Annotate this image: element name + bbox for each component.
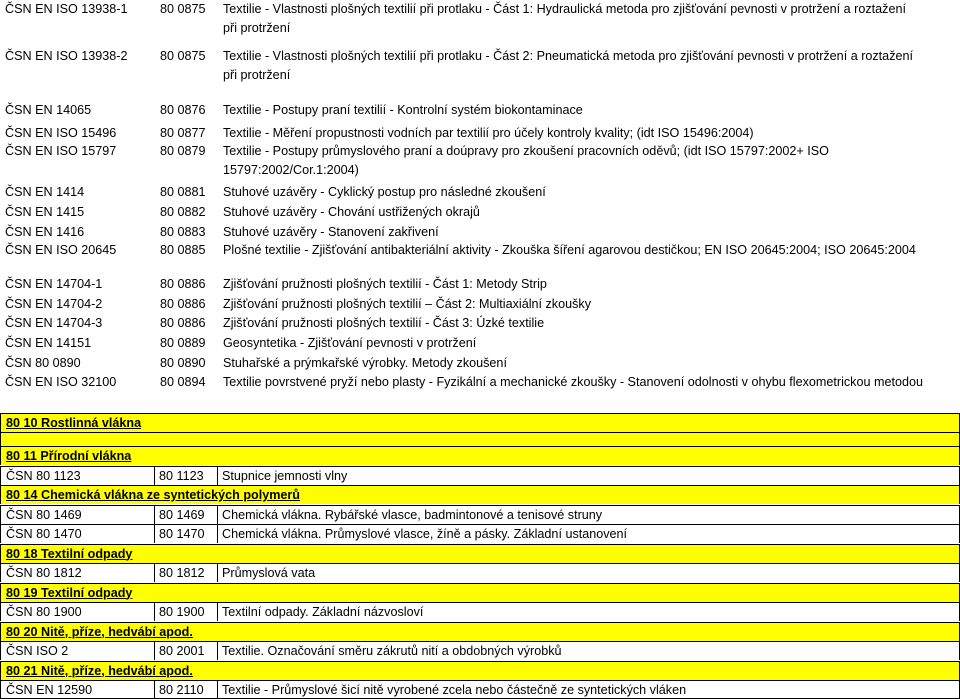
class-number: 80 0881: [160, 185, 206, 199]
group-heading-row: [0, 661, 960, 680]
standard-code: ČSN EN 12590: [0, 681, 155, 698]
standard-code: ČSN 80 1812: [0, 564, 155, 582]
standard-title: [223, 241, 958, 260]
title-line: při protržení: [223, 68, 291, 82]
standard-code: ČSN ISO 2: [0, 642, 155, 660]
title-line: Textilie - Vlastnosti plošných textilií při protlaku - Část 2: Pneumatická metoda pro zjišťování pevnosti v protržení a roztažení: [223, 49, 913, 63]
class-number: 80 0879: [160, 144, 206, 158]
standard-title: [223, 124, 958, 143]
standard-title: [223, 0, 958, 38]
standard-title: [223, 354, 958, 373]
class-number: 80 2110: [155, 681, 218, 698]
standard-code: ČSN EN ISO 15496: [5, 126, 117, 140]
title-line: při protržení: [223, 21, 291, 35]
standard-title: [223, 47, 958, 85]
group-heading-text: 80 10 Rostlinná vlákna: [6, 416, 142, 430]
title-line: Textilie povrstvené pryží nebo plasty - Fyzikální a mechanické zkoušky - Stanovení odolnosti v ohybu flexometrickou metodou: [223, 375, 923, 389]
standard-code: ČSN 80 0890: [5, 356, 81, 370]
class-number: 80 0886: [160, 297, 206, 311]
standard-title: [223, 373, 958, 392]
title-line: Textilie - Postupy průmyslového praní a doúpravy pro zkoušení pracovních oděvů; (idt ISO 15797:2002+ ISO: [223, 144, 829, 158]
standard-title: [223, 101, 958, 120]
class-number: 80 0885: [160, 243, 206, 257]
title-line: 15797:2002/Cor.1:2004): [223, 163, 359, 177]
class-number: 80 0886: [160, 277, 206, 291]
standard-code: ČSN EN 14704-1: [5, 277, 103, 291]
standard-title: Textilie - Průmyslové šicí nitě vyrobené zcela nebo částečně ze syntetických vláken: [218, 681, 960, 698]
standard-row: [0, 563, 960, 582]
standard-code: ČSN EN 14704-2: [5, 297, 103, 311]
class-number: 80 0890: [160, 356, 206, 370]
standard-title: Textilie. Označování směru zákrutů nití a obdobných výrobků: [218, 642, 960, 660]
group-heading-text: 80 14 Chemická vlákna ze syntetických polymerů: [6, 488, 301, 502]
standard-title: Textilní odpady. Základní názvosloví: [218, 603, 960, 621]
standard-code: ČSN EN ISO 32100: [5, 375, 117, 389]
class-number: 80 0882: [160, 205, 206, 219]
standard-title: [223, 183, 958, 202]
standard-code: ČSN 80 1123: [0, 467, 155, 485]
standard-title: [223, 275, 958, 294]
standard-title: [223, 295, 958, 314]
title-line: Plošné textilie - Zjišťování antibakteriální aktivity - Zkouška šíření agarovou destičkou; EN ISO 20645:2004; ISO 20645:2004: [223, 243, 916, 257]
title-line: Textilie - Postupy praní textilií - Kontrolní systém biokontaminace: [223, 103, 583, 117]
standard-row: [0, 680, 960, 699]
group-heading-text: 80 18 Textilní odpady: [6, 546, 133, 561]
standard-code: ČSN EN 1415: [5, 205, 85, 219]
title-line: Zjišťování pružnosti plošných textilií - Část 1: Metody Strip: [223, 277, 547, 291]
standard-code: ČSN 80 1469: [0, 506, 155, 524]
standard-code: ČSN EN ISO 20645: [5, 243, 117, 257]
spacer-row: [0, 432, 960, 446]
standard-code: ČSN EN 1416: [5, 225, 85, 239]
class-number: 80 0875: [160, 2, 206, 16]
group-heading-text: 80 11 Přírodní vlákna: [6, 449, 132, 463]
title-line: Geosyntetika - Zjišťování pevnosti v protržení: [223, 336, 477, 350]
standard-title: Stupnice jemnosti vlny: [218, 467, 960, 485]
title-line: Stuhové uzávěry - Cyklický postup pro následné zkoušení: [223, 185, 546, 199]
standard-code: ČSN EN 14065: [5, 103, 92, 117]
group-heading-row: [0, 583, 960, 602]
standard-row: [0, 466, 960, 485]
class-number: 80 1470: [155, 525, 218, 543]
group-heading-text: 80 19 Textilní odpady: [6, 585, 133, 600]
standard-code: ČSN EN 1414: [5, 185, 85, 199]
class-number: 80 0875: [160, 49, 206, 63]
standard-row: [0, 524, 960, 543]
class-number: 80 1900: [155, 603, 218, 621]
class-number: 80 1469: [155, 506, 218, 524]
title-line: Stuhové uzávěry - Stanovení zakřivení: [223, 225, 439, 239]
standard-row: [0, 505, 960, 524]
class-number: 80 0883: [160, 225, 206, 239]
standard-code: ČSN EN 14151: [5, 336, 92, 350]
title-line: Stuhařské a prýmkařské výrobky. Metody zkoušení: [223, 356, 507, 370]
title-line: Zjišťování pružnosti plošných textilií – Část 2: Multiaxiální zkoušky: [223, 297, 591, 311]
class-number: 80 0894: [160, 375, 206, 389]
title-line: Textilie - Vlastnosti plošných textilií při protlaku - Část 1: Hydraulická metoda pro zjišťování pevnosti v protržení a roztažení: [223, 2, 906, 16]
group-heading-row: [0, 544, 960, 563]
title-line: Textilie - Měření propustnosti vodních par textilií pro účely kontroly kvality; (idt ISO 15496:2004): [223, 126, 754, 140]
standard-code: ČSN EN 14704-3: [5, 316, 103, 330]
class-number: 80 2001: [155, 642, 218, 660]
class-number: 80 0889: [160, 336, 206, 350]
standard-title: Chemická vlákna. Průmyslové vlasce, žíně a pásky. Základní ustanovení: [218, 525, 960, 543]
group-heading-text: 80 21 Nitě, příze, hedvábí apod.: [6, 663, 193, 678]
standard-title: Průmyslová vata: [218, 564, 960, 582]
standard-code: ČSN EN ISO 13938-1: [5, 2, 128, 16]
standard-code: ČSN EN ISO 15797: [5, 144, 117, 158]
class-number: 80 1812: [155, 564, 218, 582]
standard-title: [223, 334, 958, 353]
standard-code: ČSN EN ISO 13938-2: [5, 49, 128, 63]
standard-title: [223, 223, 958, 242]
group-heading-row: [0, 485, 960, 504]
standard-title: [223, 142, 958, 180]
title-line: Stuhové uzávěry - Chování ustřižených okrajů: [223, 205, 480, 219]
standard-title: Chemická vlákna. Rybářské vlasce, badmintonové a tenisové struny: [218, 506, 960, 524]
standard-code: ČSN 80 1900: [0, 603, 155, 621]
group-heading-text: 80 20 Nitě, příze, hedvábí apod.: [6, 624, 193, 639]
class-number: 80 0877: [160, 126, 206, 140]
standard-title: [223, 314, 958, 333]
standard-row: [0, 602, 960, 621]
standard-title: [223, 203, 958, 222]
class-number: 80 0876: [160, 103, 206, 117]
group-heading-row: [0, 622, 960, 641]
group-heading-row: [0, 446, 960, 465]
section-heading-row: [0, 413, 960, 432]
standard-code: ČSN 80 1470: [0, 525, 155, 543]
title-line: Zjišťování pružnosti plošných textilií - Část 3: Úzké textilie: [223, 316, 545, 330]
standard-row: [0, 641, 960, 660]
class-number: 80 0886: [160, 316, 206, 330]
class-number: 80 1123: [155, 467, 218, 485]
